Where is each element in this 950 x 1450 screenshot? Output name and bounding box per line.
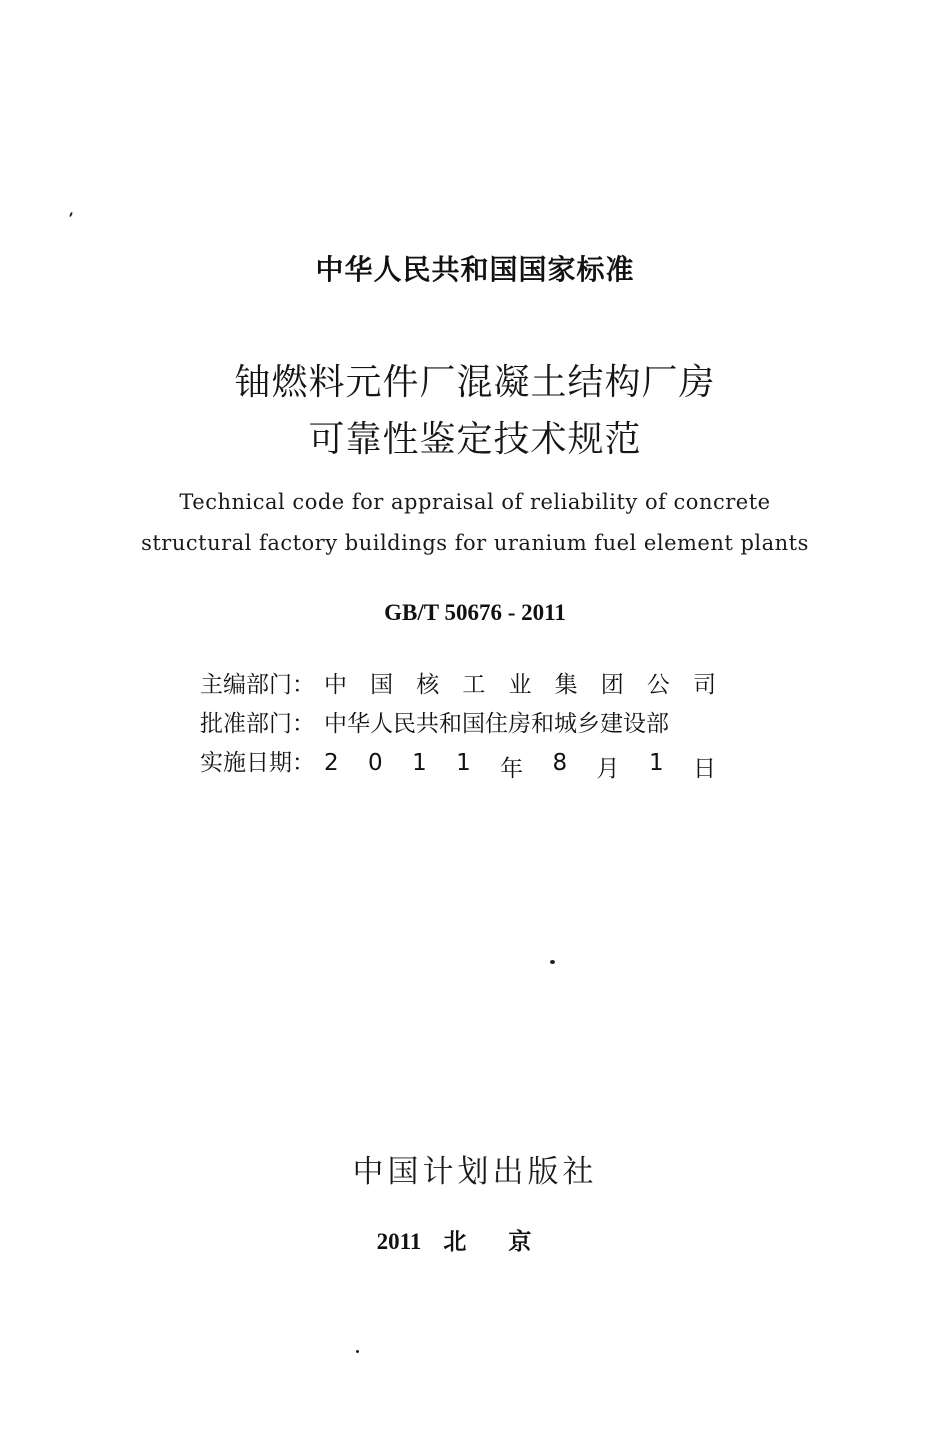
english-title-line-2: structural factory buildings for uranium fuel element plants (141, 531, 809, 555)
chinese-title-line-2: 可靠性鉴定技术规范 (308, 419, 642, 460)
effective-date-char: 0 (368, 750, 383, 776)
chief-editor-char: 业 (508, 672, 532, 698)
effective-date-value (324, 750, 716, 783)
publication-year: 2011 (376, 1229, 422, 1254)
english-title-line-1: Technical code for appraisal of reliability of concrete (179, 490, 771, 514)
chief-editor-char: 公 (646, 672, 670, 698)
approver-row (200, 705, 740, 744)
chief-editor-char: 司 (693, 672, 716, 698)
effective-date-char: 1 (648, 750, 664, 776)
scan-speck (550, 960, 555, 964)
publisher-name: 中国计划出版社 (352, 1154, 598, 1190)
scan-speck (356, 1350, 359, 1353)
publication-year-city (0, 1223, 950, 1256)
chief-editor-char: 工 (462, 672, 486, 698)
effective-date-label: 实施日期： (200, 750, 315, 776)
chief-editor-char: 核 (416, 672, 440, 698)
effective-date-char: 月 (596, 756, 620, 782)
chief-editor-char: 中 (324, 672, 347, 698)
approver-label: 批准部门： (200, 711, 315, 737)
chief-editor-row (200, 666, 740, 705)
approver-value: 中华人民共和国住房和城乡建设部 (324, 711, 669, 737)
effective-date-char: 日 (692, 756, 716, 782)
effective-date-char: 8 (552, 750, 568, 776)
effective-date-char: 2 (324, 750, 339, 776)
chief-editor-char: 国 (370, 672, 394, 698)
standard-series-heading: 中华人民共和国国家标准 (315, 253, 635, 286)
standard-info-table (200, 666, 740, 783)
chief-editor-char: 团 (600, 672, 624, 698)
chief-editor-value (324, 666, 716, 699)
effective-date-char: 1 (456, 750, 471, 776)
effective-date-char: 年 (500, 756, 524, 782)
effective-date-row (200, 744, 740, 783)
chief-editor-char: 集 (554, 672, 578, 698)
scan-speck (69, 212, 73, 217)
publication-city: 北京 (443, 1229, 574, 1255)
standard-code: GB/T 50676 - 2011 (384, 600, 566, 625)
chief-editor-label: 主编部门： (200, 672, 315, 698)
chinese-title-line-1: 铀燃料元件厂混凝土结构厂房 (234, 362, 716, 403)
effective-date-char: 1 (412, 750, 427, 776)
